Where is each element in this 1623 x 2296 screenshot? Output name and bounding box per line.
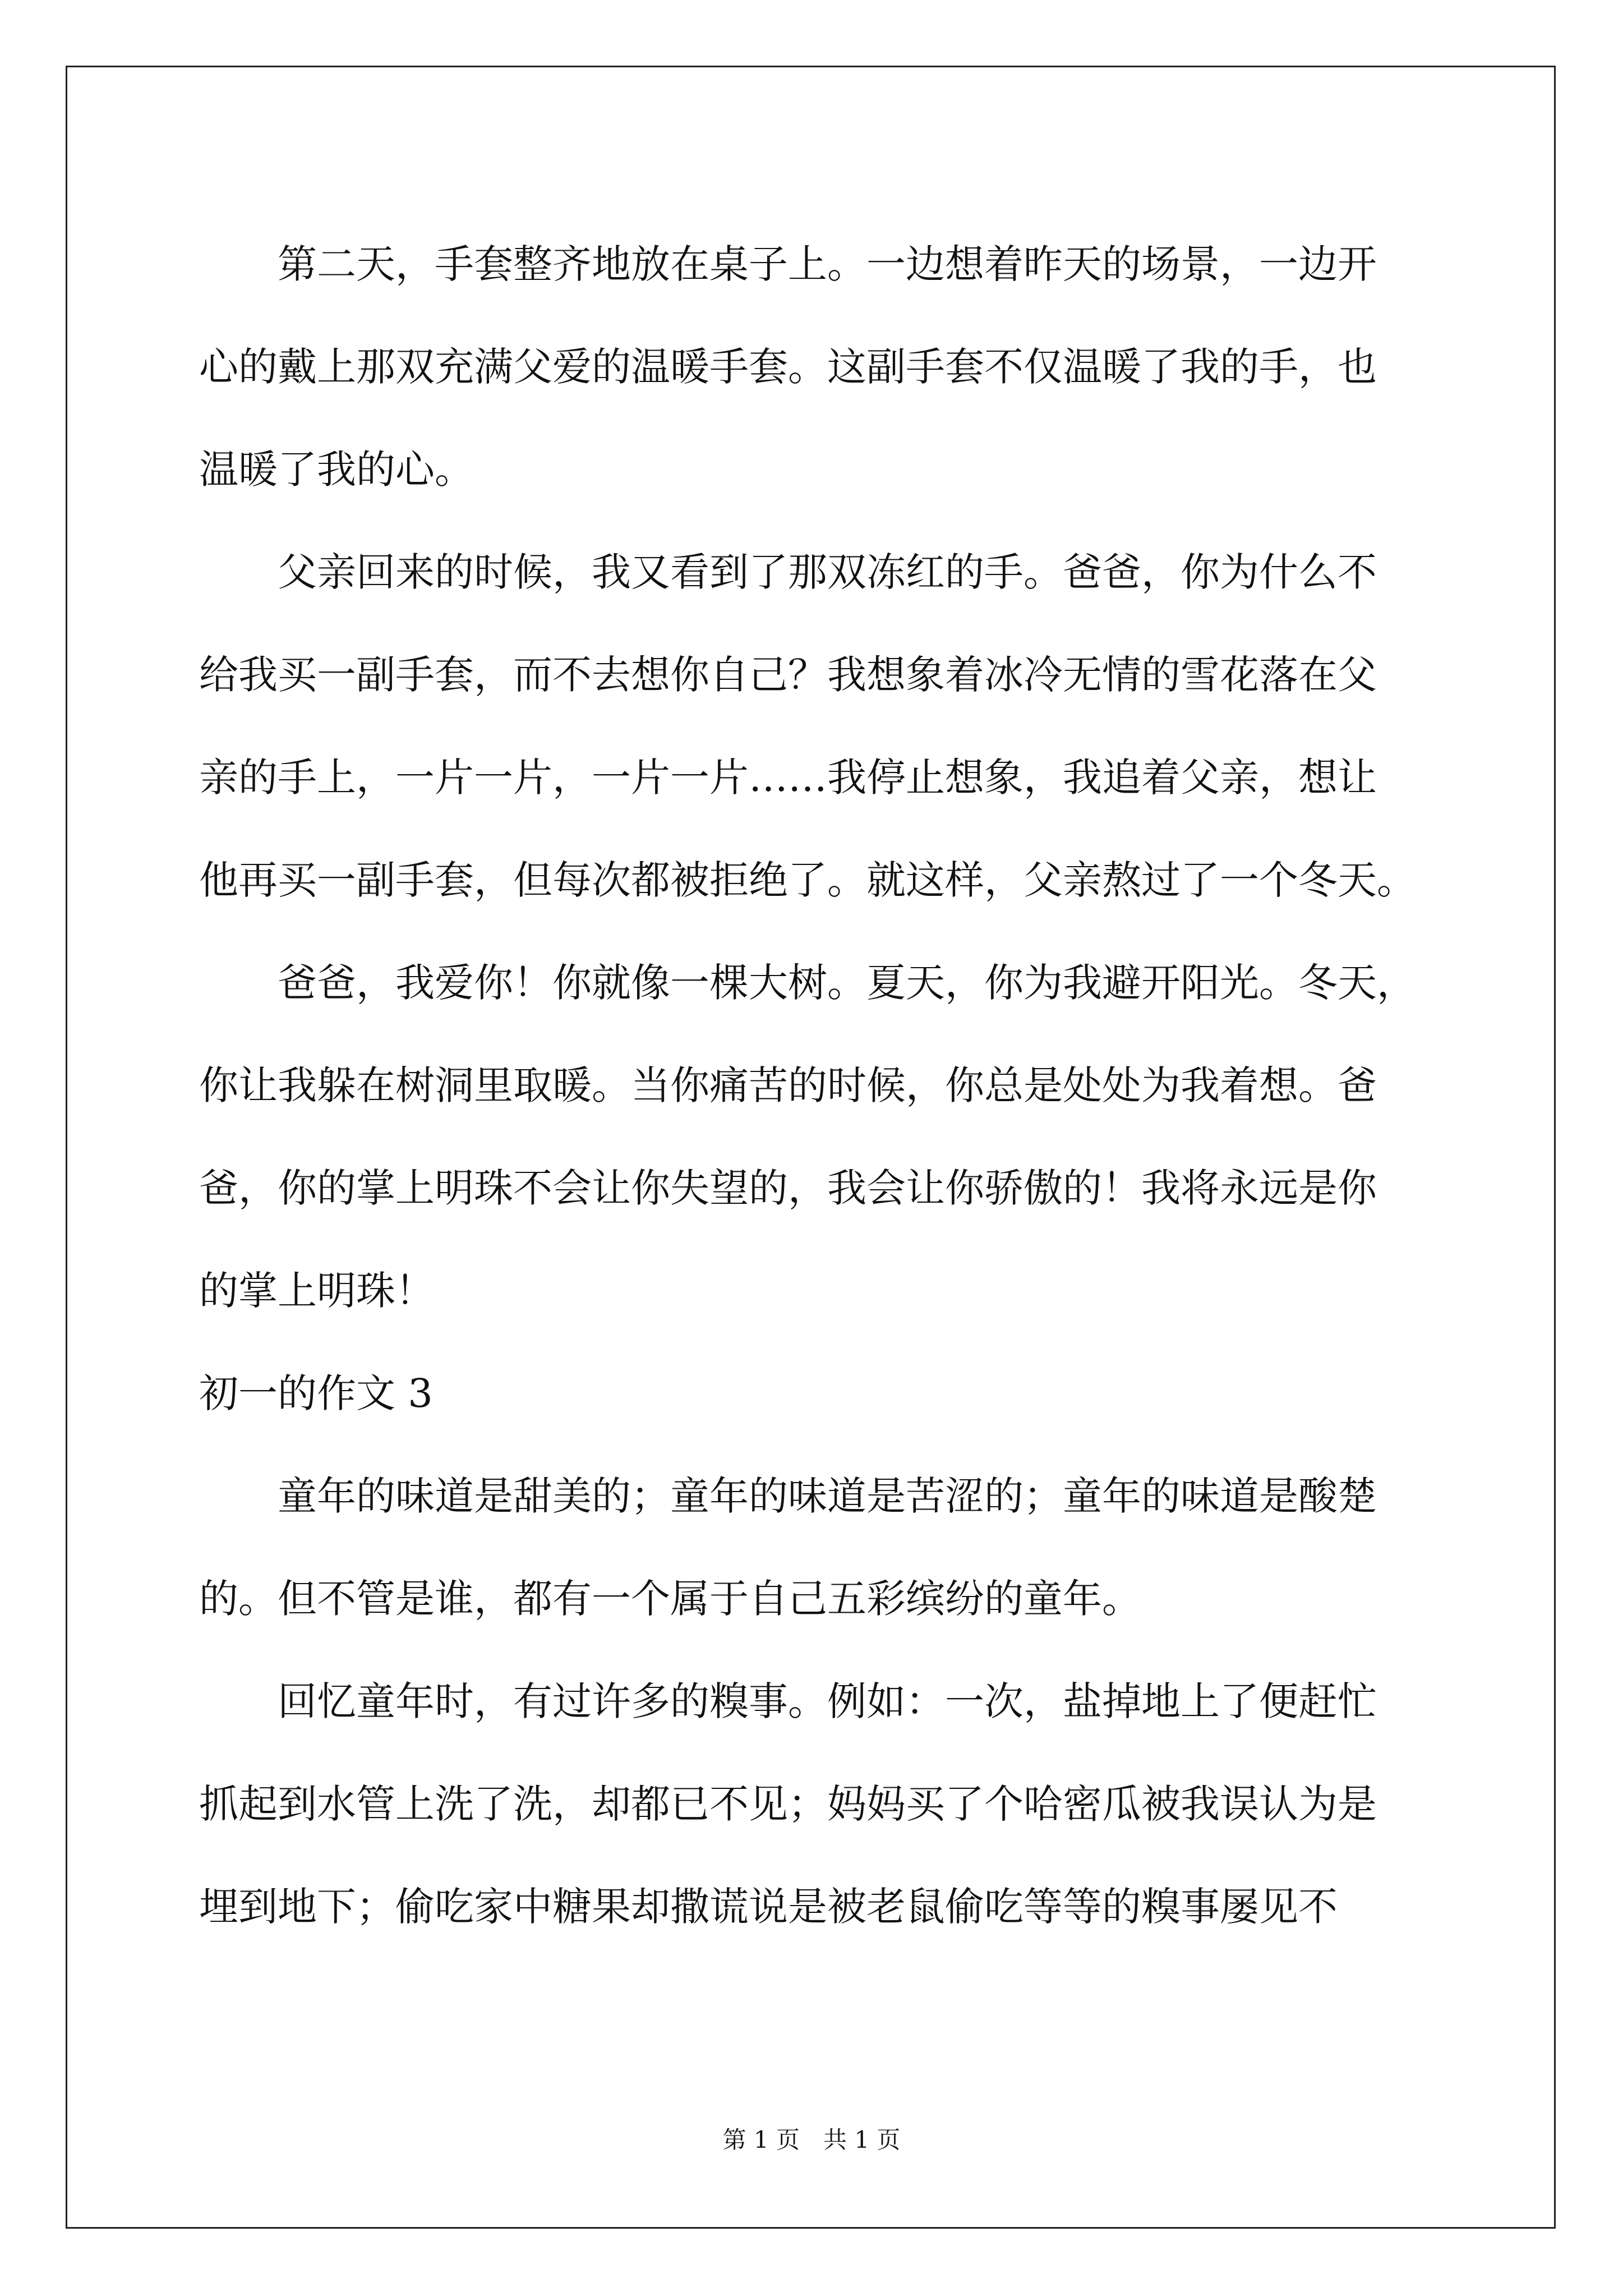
document-body xyxy=(199,213,1422,1958)
text-line: 亲的手上，一片一片，一片一片……我停止想象，我追着父亲，想让 xyxy=(199,754,1377,800)
text-line: 温暖了我的心。 xyxy=(199,447,474,493)
text-line: 爸爸，我爱你！你就像一棵大树。夏天，你为我避开阳光。冬天， xyxy=(199,960,1416,1006)
section-heading: 初一的作文 3 xyxy=(199,1370,433,1416)
text-line: 埋到地下；偷吃家中糖果却撒谎说是被老鼠偷吃等等的糗事屡见不 xyxy=(199,1884,1338,1930)
text-line: 童年的味道是甜美的；童年的味道是苦涩的；童年的味道是酸楚 xyxy=(199,1473,1377,1519)
text-line: 抓起到水管上洗了洗，却都已不见；妈妈买了个哈密瓜被我误认为是 xyxy=(199,1781,1377,1827)
text-line: 的。但不管是谁，都有一个属于自己五彩缤纷的童年。 xyxy=(199,1576,1141,1622)
text-line: 爸，你的掌上明珠不会让你失望的，我会让你骄傲的！我将永远是你 xyxy=(199,1165,1377,1211)
text-line: 他再买一副手套，但每次都被拒绝了。就这样，父亲熬过了一个冬天。 xyxy=(199,857,1416,903)
text-line: 回忆童年时，有过许多的糗事。例如：一次，盐掉地上了便赶忙 xyxy=(199,1678,1377,1724)
text-line: 给我买一副手套，而不去想你自己？我想象着冰冷无情的雪花落在父 xyxy=(199,652,1377,698)
text-line: 你让我躲在树洞里取暖。当你痛苦的时候，你总是处处为我着想。爸 xyxy=(199,1062,1377,1108)
text-line: 第二天，手套整齐地放在桌子上。一边想着昨天的场景，一边开 xyxy=(199,241,1377,287)
page-footer: 第 1 页 共 1 页 xyxy=(722,2126,901,2154)
text-line: 心的戴上那双充满父爱的温暖手套。这副手套不仅温暖了我的手，也 xyxy=(199,344,1377,390)
text-line: 父亲回来的时候，我又看到了那双冻红的手。爸爸，你为什么不 xyxy=(199,549,1377,595)
text-line: 的掌上明珠！ xyxy=(199,1268,435,1314)
